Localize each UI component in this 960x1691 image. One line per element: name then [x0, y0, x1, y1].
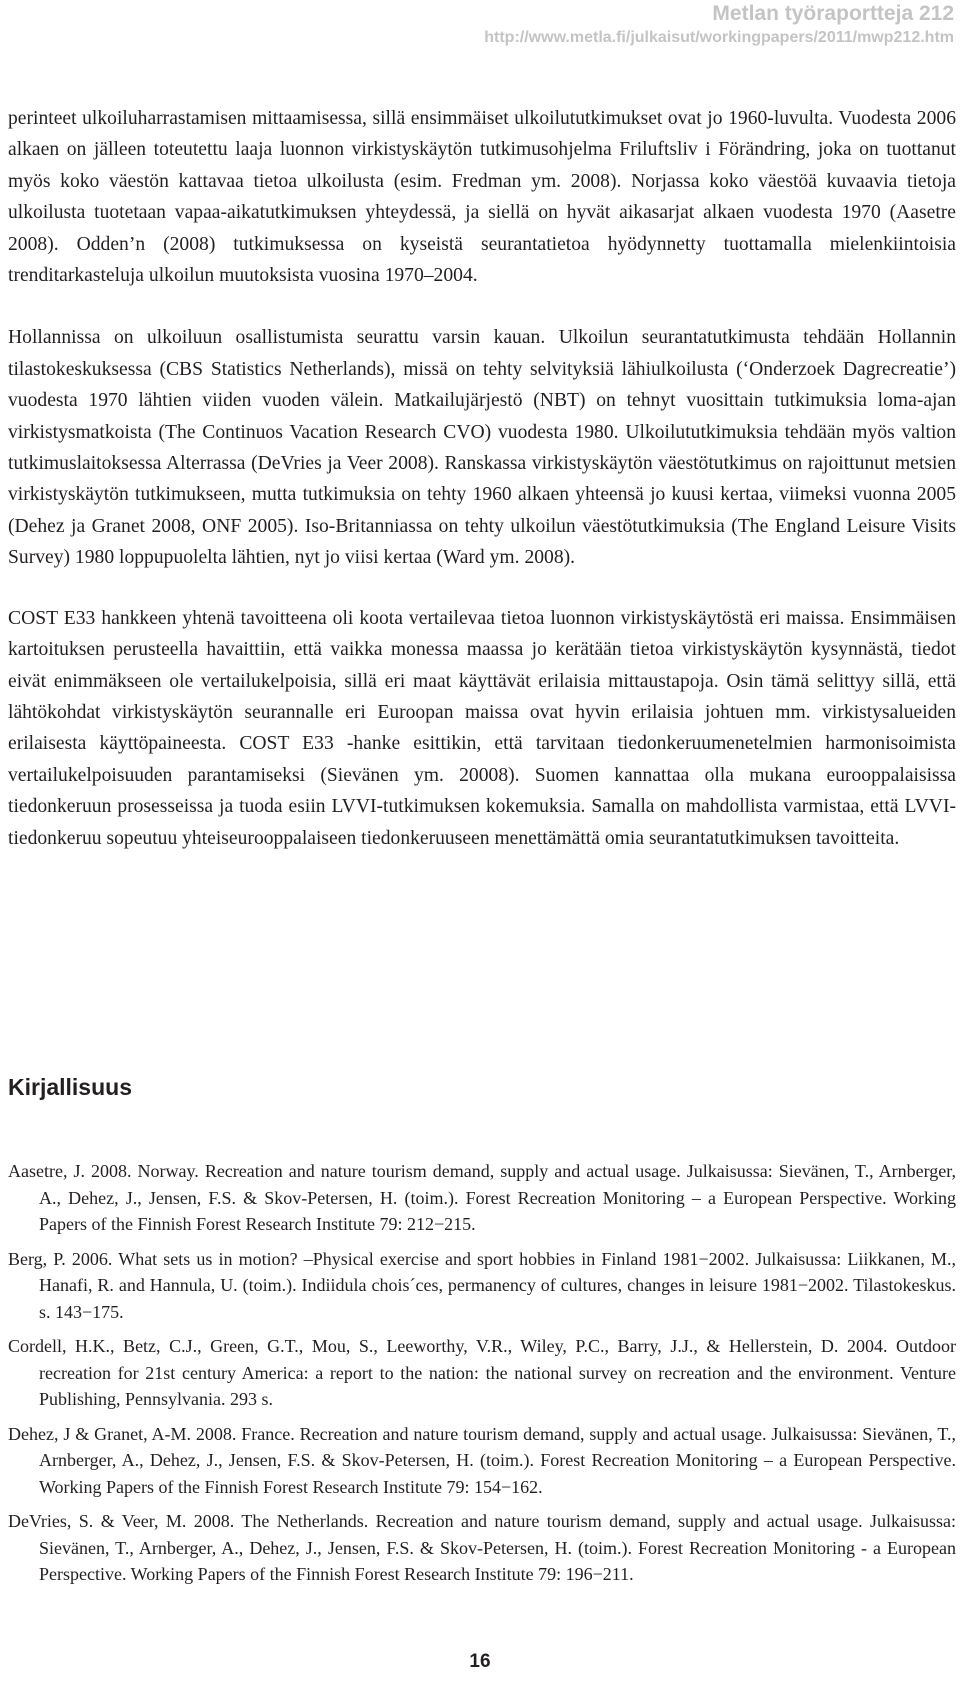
- reference-item: Dehez, J & Granet, A-M. 2008. France. Recreation and nature tourism demand, supply and actual usage. Julkaisussa: Sievänen, T., Arnberger, A., Dehez, J., Jensen, F.S. & Skov-Petersen, H. (toim.). Forest Recreation Monitoring – a European Perspective. Working Papers of the Finnish Forest Research Institute 79: 154−162.: [8, 1423, 956, 1497]
- reference-item: DeVries, S. & Veer, M. 2008. The Netherlands. Recreation and nature tourism demand, supply and actual usage. Julkaisussa: Sievänen, T., Arnberger, A., Dehez, J., Jensen, F.S. & Skov-Petersen, H. (toim.). Forest Recreation Monitoring - a European Perspective. Working Papers of the Finnish Forest Research Institute 79: 196−211.: [8, 1511, 956, 1584]
- paragraph: perinteet ulkoiluharrastamisen mittaamisessa, sillä ensimmäiset ulkoilututkimukset ovat jo 1960-luvulta. Vuodesta 2006 alkaen on jälleen toteutettu laaja luonnon virkistyskäytön tutkimusohjelma Friluftsliv i Förändring, joka on tuottanut myös koko väestön kattavaa tietoa ulkoilusta (esim. Fredman ym. 2008). Norjassa koko väestöä kuvaavia tietoja ulkoilusta tuotetaan vapaa-aikatutkimuksen yhteydessä, ja siellä on hyvät aikasarjat alkaen vuodesta 1970 (Aasetre 2008). Odden’n (2008) tutkimuksessa on kyseistä seurantatietoa hyödynnetty tuottamalla mielenkiintoisia trenditarkasteluja ulkoilun muutoksista vuosina 1970–2004.: [8, 108, 956, 287]
- page-number: 16: [469, 1651, 491, 1672]
- reference-item: Cordell, H.K., Betz, C.J., Green, G.T., Mou, S., Leeworthy, V.R., Wiley, P.C., Barry, J.J., & Hellerstein, D. 2004. Outdoor recreation for 21st century America: a report to the nation: the national survey on recreation and the environment. Venture Publishing, Pennsylvania. 293 s.: [8, 1336, 956, 1409]
- page-header: [260, 2, 960, 50]
- paragraph: COST E33 hankkeen yhtenä tavoitteena oli koota vertailevaa tietoa luonnon virkistyskäytöstä eri maissa. Ensimmäisen kartoituksen perusteella havaittiin, että vaikka monessa maassa jo kerätään tietoa virkistyskäytön kysynnästä, tiedot eivät enimmäkseen ole vertailukelpoisia, sillä eri maat käyttävät erilaisia mittaustapoja. Osin tämä selittyy sillä, että lähtökohdat virkistyskäytön seurannalle eri Euroopan maissa ovat hyvin erilaisia johtuen mm. virkistysalueiden erilaisesta käyttöpaineesta. COST E33 -hanke esittikin, että tarvitaan tiedonkeruumenetelmien harmonisoimista vertailukelpoisuuden parantamiseksi (Sievänen ym. 20008). Suomen kannattaa olla mukana eurooppalaisissa tiedonkeruun prosesseissa ja tuoda esiin LVVI-tutkimuksen kokemuksia. Samalla on mahdollista varmistaa, että LVVI-tiedonkeruu sopeutuu yhteiseurooppalaiseen tiedonkeruuseen menettämättä omia seurantatutkimuksen tavoitteita.: [8, 607, 956, 849]
- body-text: [8, 103, 956, 885]
- series-title: Metlan työraportteja 212: [712, 2, 954, 25]
- section-heading: Kirjallisuus: [8, 1074, 132, 1100]
- reference-item: Aasetre, J. 2008. Norway. Recreation and nature tourism demand, supply and actual usage. Julkaisussa: Sievänen, T., Arnberger, A., Dehez, J., Jensen, F.S. & Skov-Petersen, H. (toim.). Forest Recreation Monitoring – a European Perspective. Working Papers of the Finnish Forest Research Institute 79: 212−215.: [8, 1161, 956, 1234]
- series-url-link[interactable]: http://www.metla.fi/julkaisut/workingpapers/2011/mwp212.htm: [484, 29, 954, 46]
- paragraph: Hollannissa on ulkoiluun osallistumista seurattu varsin kauan. Ulkoilun seurantatutkimusta tehdään Hollannin tilastokeskuksessa (CBS Statistics Netherlands), missä on tehty selvityksiä lähiulkoilusta (‘Onderzoek Dagrecreatie’) vuodesta 1970 lähtien viiden vuoden välein. Matkailujärjestö (NBT) on tehnyt vuosittain tutkimuksia loma-ajan virkistysmatkoista (The Continuos Vacation Research CVO) vuodesta 1980. Ulkoilututkimuksia tehdään myös valtion tutkimuslaitoksessa Alterrassa (DeVries ja Veer 2008). Ranskassa virkistyskäytön väestötutkimus on rajoittunut metsien virkistyskäytön tutkimukseen, mutta tutkimuksia on tehty 1960 alkaen yhteensä jo kuusi kertaa, viimeksi vuonna 2005 (Dehez ja Granet 2008, ONF 2005). Iso-Britanniassa on tehty ulkoilun väestötutkimuksia (The England Leisure Visits Survey) 1980 loppupuolelta lähtien, nyt jo viisi kertaa (Ward ym. 2008).: [8, 327, 956, 569]
- reference-item: Berg, P. 2006. What sets us in motion? –Physical exercise and sport hobbies in Finland 1981−2002. Julkaisussa: Liikkanen, M., Hanafi, R. and Hannula, U. (toim.). Indiidula chois´ces, permanency of cultures, changes in leisure 1981−2002. Tilastokeskus. s. 143−175.: [8, 1248, 956, 1322]
- reference-list: [8, 1158, 956, 1596]
